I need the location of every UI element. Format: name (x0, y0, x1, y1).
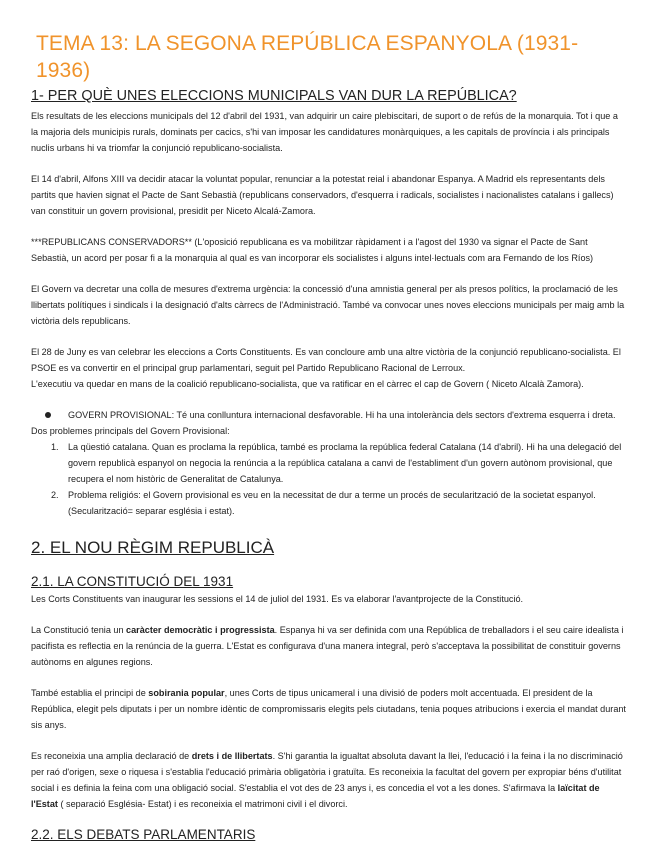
list-number: 1. (51, 442, 59, 452)
list-item (51, 439, 627, 487)
paragraph: També establia el principi de sobirania popular, unes Corts de tipus unicameral i una divisió de poders molt accentuada. El president de la República, elegit pels diputats i per un nombre idèntic de compromissaris elegits pels ciutadans, tenia poques atribucions i exercia el mandat durant sis anys. (31, 688, 626, 730)
bold-text: sobirania popular (148, 688, 225, 698)
paragraph: Les Corts Constituents van inaugurar les sessions el 14 de juliol del 1931. Es va elaborar l'avantprojecte de la Constitució. (31, 594, 524, 604)
list-text: Problema religiós: el Govern provisional es veu en la necessitat de dur a terme un procés de secularització de la societat espanyol. (Secularització= separar església i estat). (68, 490, 596, 516)
page-title: TEMA 13: LA SEGONA REPÚBLICA ESPANYOLA (1931-1936) (36, 32, 579, 82)
list-item (51, 487, 627, 519)
bullet-list (31, 407, 627, 423)
bold-text: drets i de llibertats (191, 751, 273, 761)
bold-text: caràcter democràtic i progressista (126, 625, 275, 635)
paragraph: ***REPUBLICANS CONSERVADORS** (L'oposició republicana es va mobilitzar ràpidament i a l'agost del 1930 va signar el Pacte de Sant Sebastià, un acord per posar fi a la monarquia al qual es van incorporar els socialistes i alguns intel·lectuals com ara Fernando de los Ríos) (31, 237, 594, 263)
subsection-2-1-heading: 2.1. LA CONSTITUCIÓ DEL 1931 (31, 574, 234, 589)
list-text: La qüestió catalana. Quan es proclama la república, també es proclama la república federal Catalana (14 d'abril). Hi ha una delegació del govern republicà espanyol on negocia la renúncia a la república catalana a canvi de l'establiment d'un govern autònom provisional, que recupera el nom històric de Generalitat de Catalunya. (68, 442, 622, 484)
paragraph: Els resultats de les eleccions municipals del 12 d'abril del 1931, van adquirir un caire plebiscitari, de suport o de refús de la monarquia. Tot i que a la majoria dels municipis rurals, dominats per cacics, s'hi van imposar les candidatures monàrquiques, a les capitals de província i als principals nuclis urbans hi va triomfar la conjunció republicano-socialista. (31, 111, 618, 153)
paragraph: L'executiu va quedar en mans de la coalició republicano-socialista, que va ratificar en el càrrec el cap de Govern ( Niceto Alcalà Zamora). (31, 379, 584, 389)
bold-text: laïcitat de l'Estat (31, 783, 600, 809)
bullet-text: GOVERN PROVISIONAL: Té una conlluntura internacional desfavorable. Hi ha una intolerància dels sectors d'extrema esquerra i dreta. (68, 410, 616, 420)
numbered-list (31, 439, 627, 519)
bullet-dot-icon (45, 412, 51, 418)
paragraph: El 14 d'abril, Alfons XIII va decidir atacar la voluntat popular, renunciar a la potestat reial i abandonar Espanya. A Madrid els representants dels partits que havien signat el Pacte de Sant Sebastià (republicans conservadors, d'esquerra i radicals, socialistes i nacionalistes catalans i gallecs) van constituir un govern provisional, presidit per Niceto Alcalá-Zamora. (31, 174, 614, 216)
subsection-2-2-heading: 2.2. ELS DEBATS PARLAMENTARIS (31, 827, 256, 842)
paragraph: El Govern va decretar una colla de mesures d'extrema urgència: la concessió d'una amnistia general per als presos polítics, la proclamació de les llibertats polítiques i sindicals i la designació d'alts càrrecs de l'Administració. També va convocar unes noves eleccions municipals per maig amb la victòria dels republicans. (31, 284, 625, 326)
paragraph: Es reconeixia una amplia declaració de drets i de llibertats. S'hi garantia la igualtat absoluta davant la llei, l'educació i la feina i la no discriminació per raó d'origen, sexe o riquesa i s'establia l'educació primària obligatòria i gratuïta. Es reconeixia la facultat del govern per expropiar béns d'utilitat social i es definia la feina com una obligació social. S'establia el vot des de 23 anys i, es concedia el vot a les dones. S'afirmava la laïcitat de l'Estat ( separació Església- Estat) i es reconeixia el matrimoni civil i el divorci. (31, 751, 623, 809)
paragraph: El 28 de Juny es van celebrar les eleccions a Corts Constituents. Es van concloure amb una altre victòria de la conjunció republicano-socialista. El PSOE es va convertir en el principal grup parlamentari, seguit pel Partido Republicano Racional de Lerroux. (31, 347, 621, 373)
section-2-heading: 2. EL NOU RÈGIM REPUBLICÀ (31, 538, 275, 557)
list-number: 2. (51, 490, 59, 500)
paragraph: La Constitució tenia un caràcter democràtic i progressista. Espanya hi va ser definida com una República de treballadors i el seu caire idealista i pacifista es reflectia en la renúncia de la guerra. L'Estat es configurava d'una manera integral, però s'acceptava la possibilitat de constituir governs autònoms en algunes regions. (31, 625, 624, 667)
problems-intro: Dos problemes principals del Govern Provisional: (31, 426, 230, 436)
list-item (68, 407, 627, 423)
section-1-heading: 1- PER QUÈ UNES ELECCIONS MUNICIPALS VAN DUR LA REPÚBLICA? (31, 88, 517, 104)
